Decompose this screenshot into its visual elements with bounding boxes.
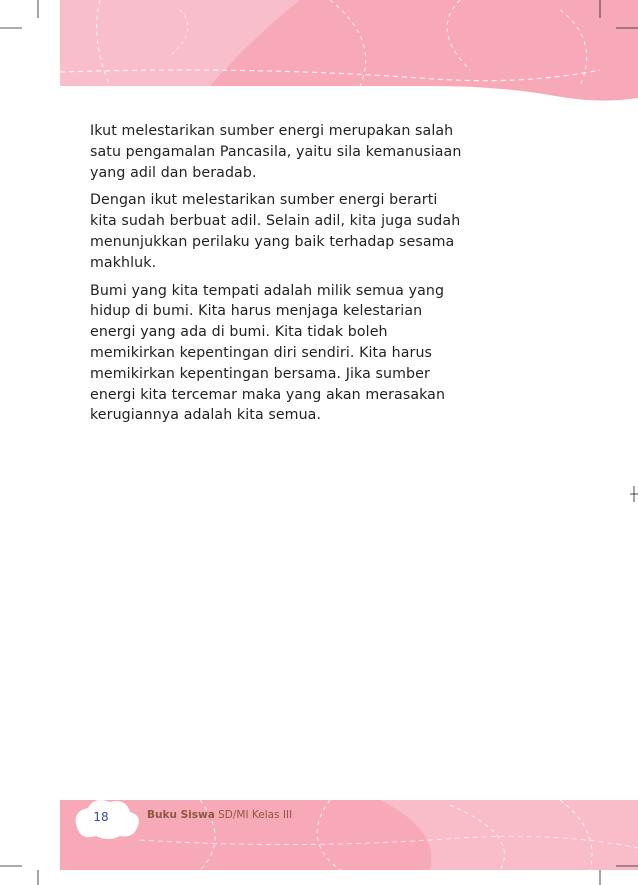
footer-book-title xyxy=(147,809,292,821)
text-line: hidup di bumi. Kita harus menjaga kelestarian xyxy=(90,303,423,320)
text-line: kerugiannya adalah kita semua. xyxy=(90,407,322,424)
text-line: Bumi yang kita tempati adalah milik semua yang xyxy=(90,282,445,299)
book-title: Buku Siswa xyxy=(147,809,215,821)
book-subtitle: SD/MI Kelas III xyxy=(214,809,293,821)
text-line: memikirkan kepentingan diri sendiri. Kita harus xyxy=(90,344,433,361)
text-line: Dengan ikut melestarikan sumber energi berarti xyxy=(90,192,438,209)
text-line: makhluk. xyxy=(90,254,157,271)
text-line: Ikut melestarikan sumber energi merupakan salah xyxy=(90,123,454,139)
text-line: yang adil dan beradab. xyxy=(90,164,257,181)
paragraph-1 xyxy=(90,121,560,183)
paragraph-2 xyxy=(90,190,560,273)
text-line: satu pengamalan Pancasila, yaitu sila kemanusiaan xyxy=(90,143,462,160)
text-line: menunjukkan perilaku yang baik terhadap sesama xyxy=(90,233,455,250)
paragraph-3 xyxy=(90,281,560,427)
text-line: energi kita tercemar maka yang akan merasakan xyxy=(90,386,446,403)
text-line: energi yang ada di bumi. Kita tidak boleh xyxy=(90,324,388,341)
text-line: kita sudah berbuat adil. Selain adil, kita juga sudah xyxy=(90,213,461,230)
text-line: memikirkan kepentingan bersama. Jika sumber xyxy=(90,365,430,382)
body-text xyxy=(90,121,560,433)
page-number: 18 xyxy=(93,810,109,824)
